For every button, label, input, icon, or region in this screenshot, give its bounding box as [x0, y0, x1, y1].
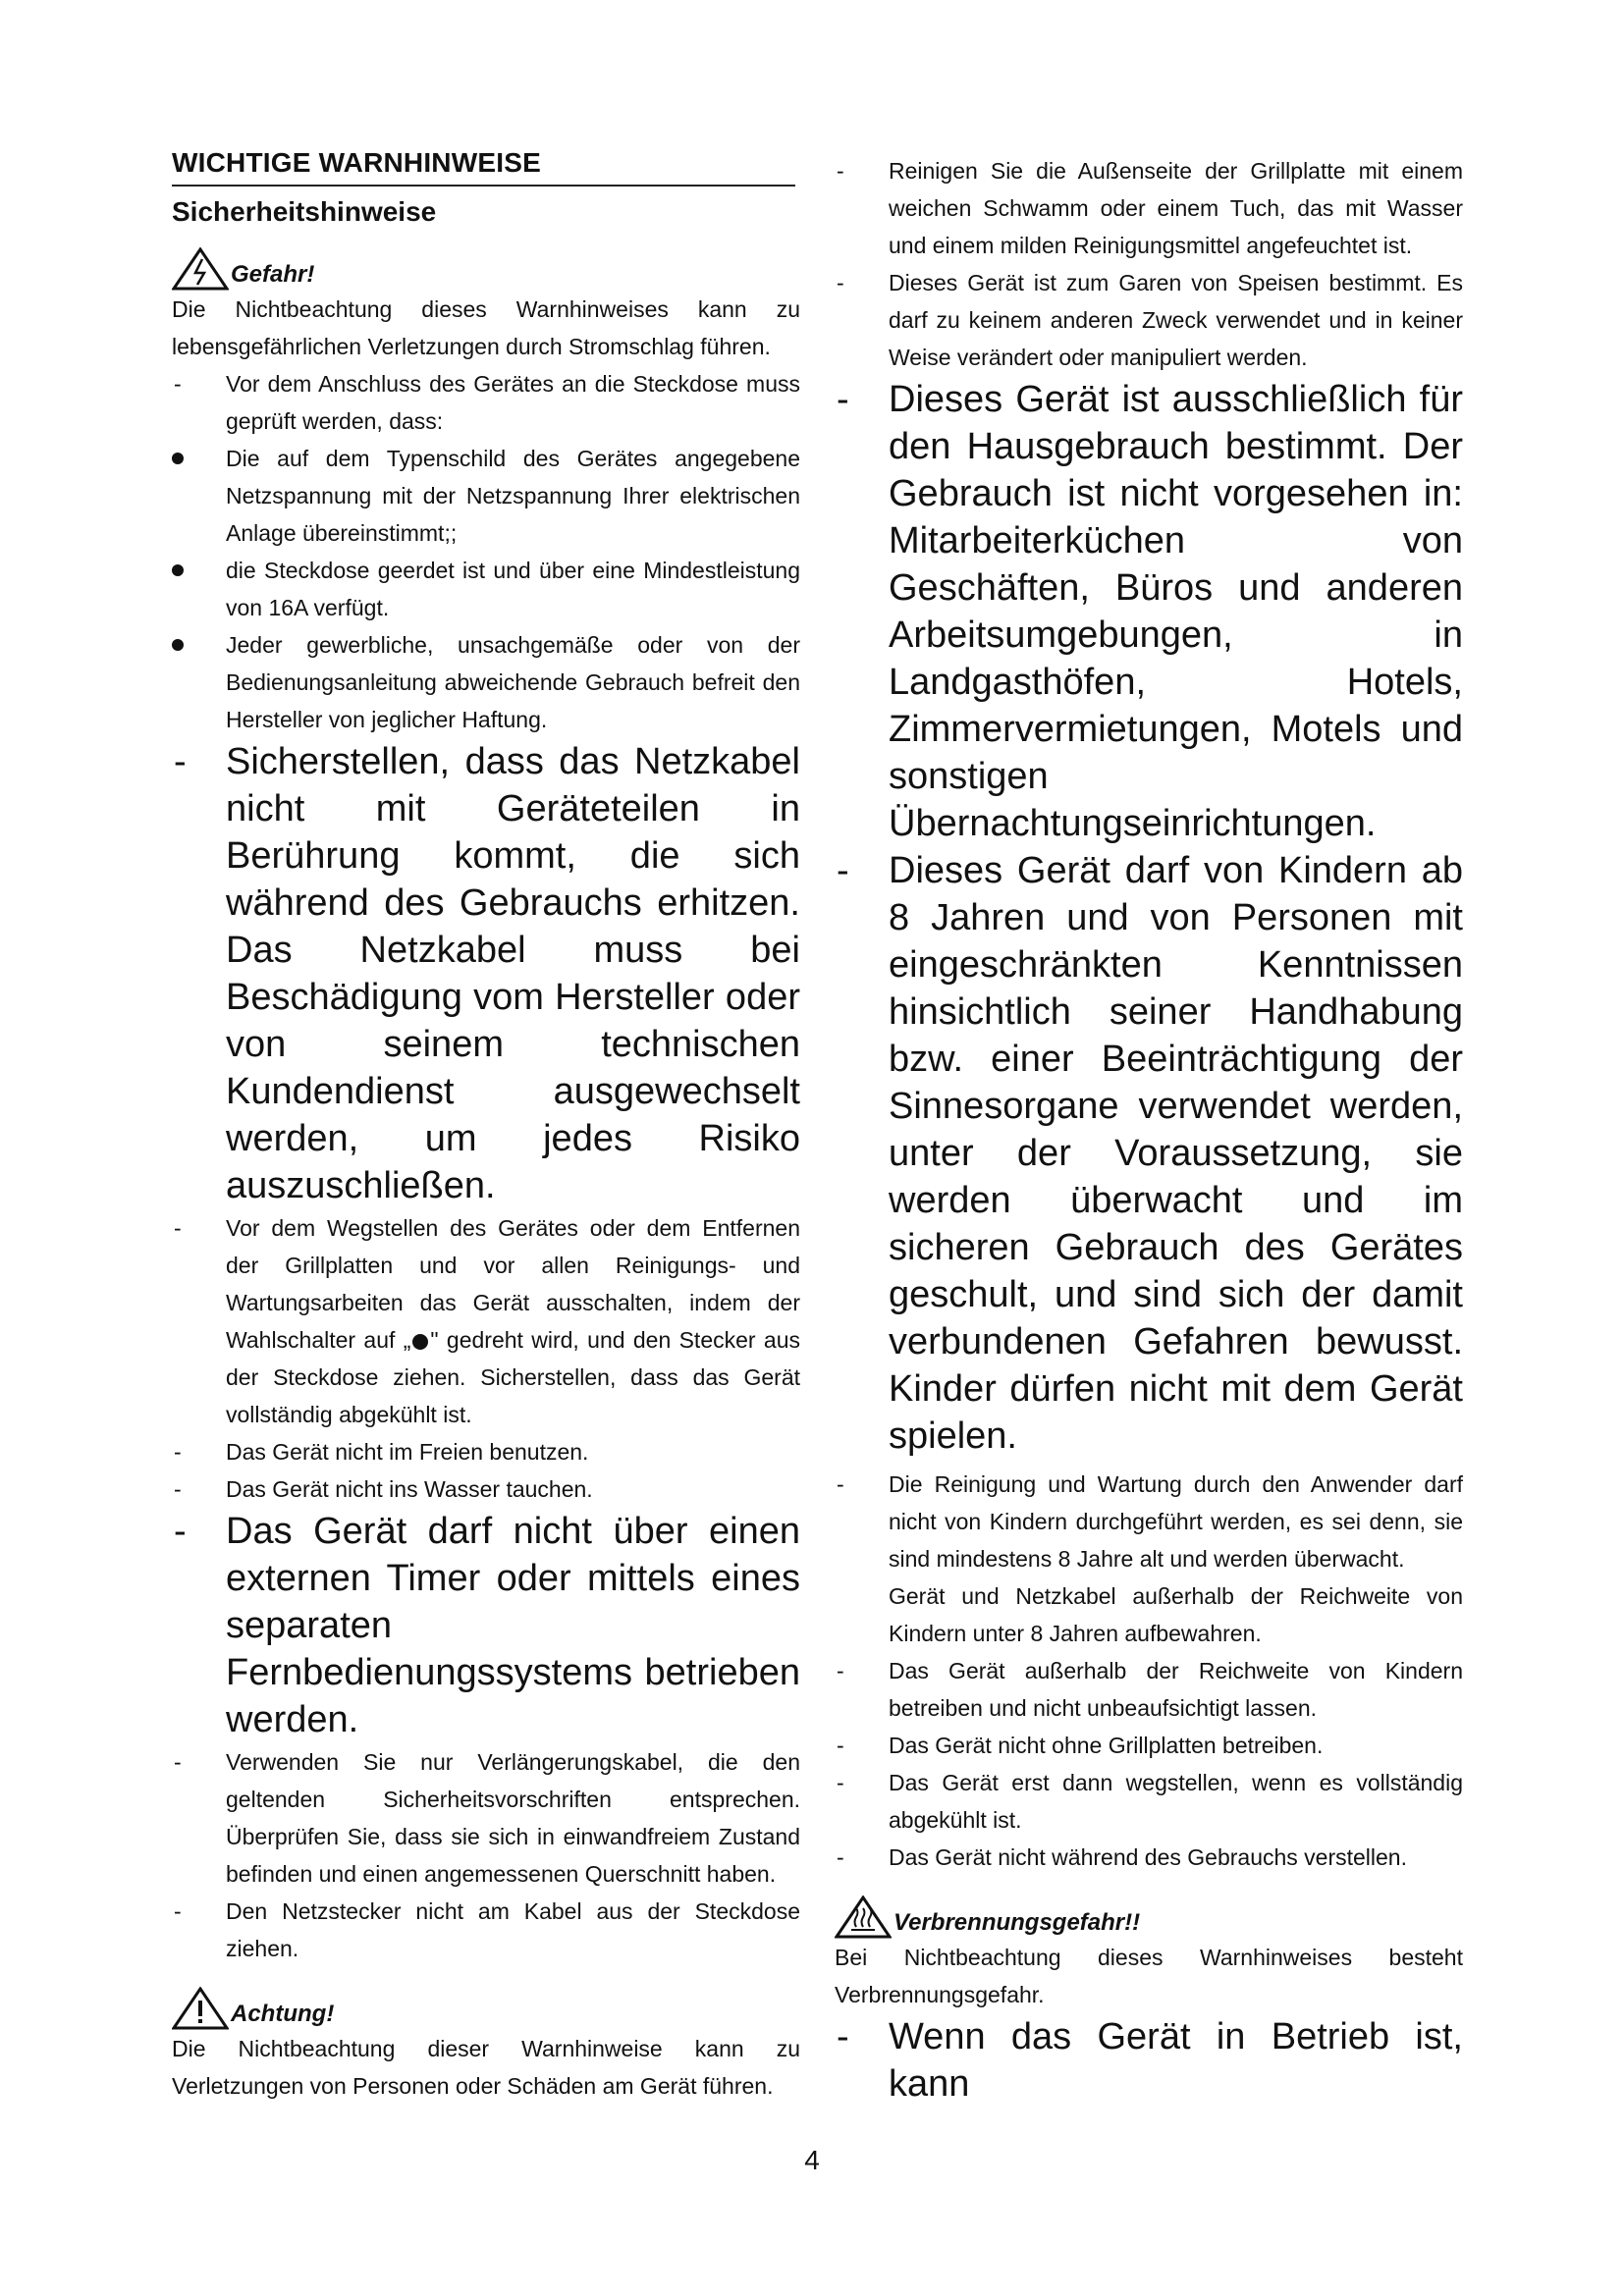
danger-text: Die Nichtbeachtung dieses Warnhinweises kann zu lebensgefährlichen Verletzungen durch Stromschlag führen.: [172, 296, 800, 359]
list-item: - Das Gerät nicht ins Wasser tauchen.: [174, 1476, 593, 1502]
bullet-icon: [172, 453, 184, 464]
attention-warning: [172, 1987, 800, 2030]
page-number: 4: [804, 2145, 820, 2175]
burn-text: Bei Nichtbeachtung dieses Warnhinweises besteht Verbrennungsgefahr.: [835, 1945, 1463, 2007]
list-item: - Das Gerät nicht im Freien benutzen.: [174, 1439, 589, 1465]
list-item: - Den Netzstecker nicht am Kabel aus der Steckdose ziehen.: [174, 1898, 800, 1961]
list-item: - Das Gerät außerhalb der Reichweite von Kindern betreiben und nicht unbeaufsichtigt lassen.: [837, 1658, 1463, 1721]
list-item: Die auf dem Typenschild des Gerätes angegebene Netzspannung mit der Netzspannung Ihrer elektrischen Anlage übereinstimmt;;: [172, 440, 800, 552]
list-item-emphasized: - Dieses Gerät darf von Kindern ab 8 Jahren und von Personen mit eingeschränkten Kenntnissen hinsichtlich seiner Handhabung bzw. einer Beeinträchtigung der Sinnesorgane verwendet werden, unter der Voraussetzung, sie werden überwacht und im sicheren Gebrauch des Gerätes geschult, und sind sich der damit verbundenen Gefahren bewusst. Kinder dürfen nicht mit dem Gerät spielen.: [837, 850, 1463, 1457]
right-column: [835, 152, 1463, 2108]
hot-surface-icon: [835, 1896, 892, 1939]
danger-label: Gefahr!: [231, 261, 315, 288]
danger-warning: [172, 247, 800, 291]
list-item: - Verwenden Sie nur Verlängerungskabel, die den geltenden Sicherheitsvorschriften entsprechen. Überprüfen Sie, dass sie sich in einwandfreiem Zustand befinden und einen angemessenen Querschnitt haben.: [174, 1749, 800, 1887]
section-heading: WICHTIGE WARNHINWEISE: [172, 147, 795, 187]
list-item: - Das Gerät nicht während des Gebrauchs verstellen.: [837, 1844, 1407, 1870]
list-item: - Die Reinigung und Wartung durch den Anwender darf nicht von Kindern durchgeführt werden, es sei denn, sie sind mindestens 8 Jahre alt und werden überwacht. Gerät und Netzkabel außerhalb der Reichweite von Kindern unter 8 Jahren aufbewahren.: [837, 1471, 1463, 1646]
warning-icon: [172, 1987, 229, 2030]
burn-label: Verbrennungsgefahr!!: [893, 1909, 1141, 1936]
list-item-emphasized: - Das Gerät darf nicht über einen externen Timer oder mittels eines separaten Fernbedienungssystems betrieben werden.: [174, 1511, 800, 1740]
list-item: - Reinigen Sie die Außenseite der Grillplatte mit einem weichen Schwamm oder einem Tuch, das mit Wasser und einem milden Reinigungsmittel angefeuchtet ist.: [837, 158, 1463, 258]
list-item: die Steckdose geerdet ist und über eine Mindestleistung von 16A verfügt.: [172, 552, 800, 626]
bullet-icon: [172, 639, 184, 651]
list-item-emphasized: - Sicherstellen, dass das Netzkabel nicht mit Geräteteilen in Berührung kommt, die sich während des Gebrauchs erhitzen. Das Netzkabel muss bei Beschädigung vom Hersteller oder von seinem technischen Kundendienst ausgewechselt werden, um jedes Risiko auszuschließen.: [174, 741, 800, 1206]
burn-warning: [835, 1896, 1463, 1939]
list-item-emphasized: - Dieses Gerät ist ausschließlich für den Hausgebrauch bestimmt. Der Gebrauch ist nicht vorgesehen in: Mitarbeiterküchen von Geschäften, Büros und anderen Arbeitsumgebungen, in Landgasthöfen, Hotels, Zimmervermietungen, Motels und sonstigen Übernachtungseinrichtungen.: [837, 379, 1463, 844]
list-item: - Das Gerät erst dann wegstellen, wenn es vollständig abgekühlt ist.: [837, 1770, 1463, 1833]
attention-label: Achtung!: [231, 2001, 335, 2027]
bullet-icon: [172, 564, 184, 576]
attention-text: Die Nichtbeachtung dieser Warnhinweise kann zu Verletzungen von Personen oder Schäden am Gerät führen.: [172, 2036, 800, 2099]
subsection-heading: Sicherheitshinweise: [172, 196, 437, 227]
list-item-emphasized: - Wenn das Gerät in Betrieb ist, kann: [837, 2016, 1463, 2105]
list-item: Jeder gewerbliche, unsachgemäße oder von der Bedienungsanleitung abweichende Gebrauch befreit den Hersteller von jeglicher Haftung.: [172, 626, 800, 738]
list-item: - Dieses Gerät ist zum Garen von Speisen bestimmt. Es darf zu keinem anderen Zweck verwendet und in keiner Weise verändert oder manipuliert werden.: [837, 270, 1463, 370]
electric-hazard-icon: [172, 247, 229, 291]
off-position-icon: [412, 1334, 428, 1350]
list-item: - Vor dem Wegstellen des Gerätes oder dem Entfernen der Grillplatten und vor allen Reinigungs- und Wartungsarbeiten das Gerät ausschalten, indem der Wahlschalter auf „ " gedreht wird, und den Stecker aus der Steckdose ziehen. Sicherstellen, dass das Gerät vollständig abgekühlt ist.: [174, 1215, 800, 1427]
list-item: - Das Gerät nicht ohne Grillplatten betreiben.: [837, 1733, 1324, 1758]
left-column: [172, 147, 800, 2105]
list-item: - Vor dem Anschluss des Gerätes an die Steckdose muss geprüft werden, dass:: [174, 371, 800, 434]
